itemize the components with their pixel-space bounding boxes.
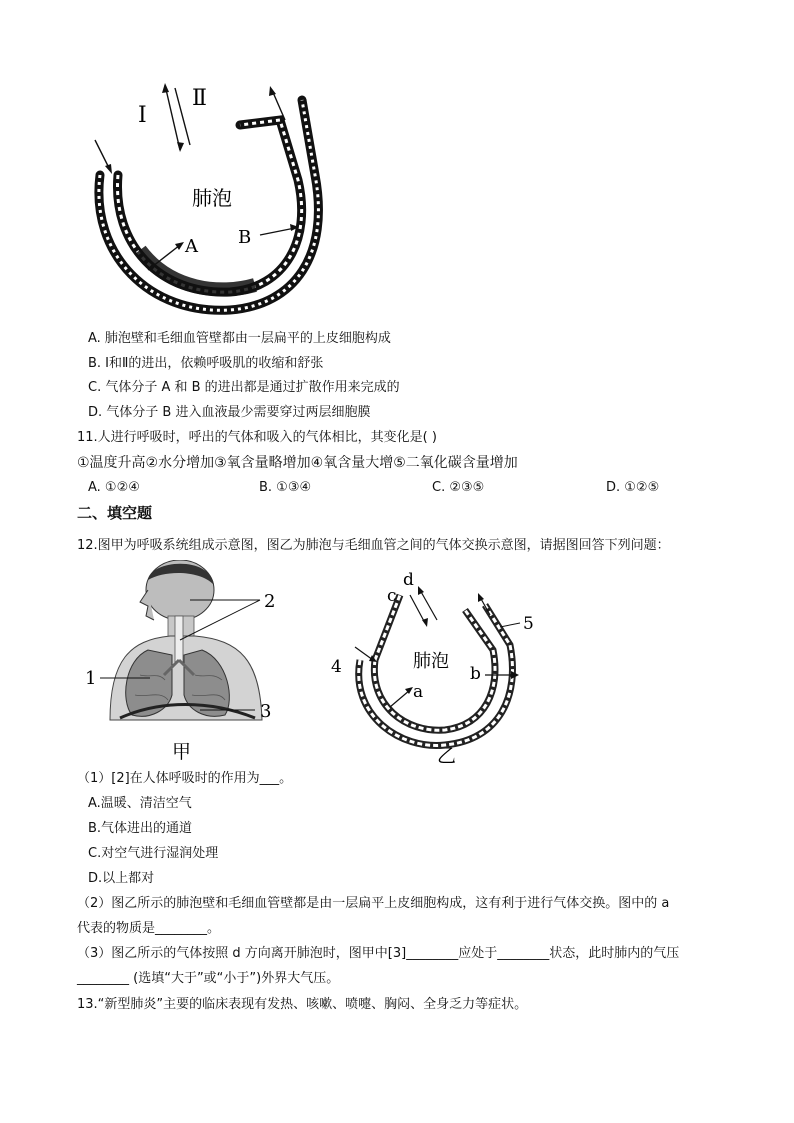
alveolus-label: 肺泡 [192,186,232,210]
label-i: Ⅰ [138,103,147,128]
q11-option-c: C. ②③⑤ [432,480,485,495]
label-1: 1 [85,668,97,689]
q12-sub3-line1: （3）图乙所示的气体按照 d 方向离开肺泡时，图甲中[3]________应处于________状态，此时肺内的气压 [77,946,680,961]
section-heading: 二、填空题 [77,504,153,522]
q12-sub3-line2: ________ (选填“大于”或“小于”)外界大气压。 [77,971,340,986]
q12-sub1-option-c: C.对空气进行湿润处理 [88,846,219,861]
caption-yi: 乙 [437,745,457,767]
label-d: d [403,570,414,590]
label-b: B [238,227,252,248]
label-5: 5 [523,614,534,634]
q10-option-d: D. 气体分子 B 进入血液最少需要穿过两层细胞膜 [88,405,371,420]
q13-stem: 13.“新型肺炎”主要的临床表现有发热、咳嗽、喷嚏、胸闷、全身乏力等症状。 [77,997,528,1012]
q12-stem: 12.图甲为呼吸系统组成示意图，图乙为肺泡与毛细血管之间的气体交换示意图，请据图回答下列问题： [77,538,670,553]
q11-items: ①温度升高②水分增加③氧含量略增加④氧含量大增⑤二氧化碳含量增加 [77,455,518,471]
q11-option-b: B. ①③④ [259,480,312,495]
label-3: 3 [260,701,272,722]
label-b-yi: b [470,664,481,684]
label-a: A [185,236,198,257]
label-4: 4 [331,657,342,677]
q12-sub1-option-d: D.以上都对 [88,871,155,886]
respiratory-system-figure [80,560,300,770]
q10-option-a: A. 肺泡壁和毛细血管壁都由一层扁平的上皮细胞构成 [88,331,391,346]
q12-sub1-option-a: A.温暖、清洁空气 [88,796,192,811]
q11-option-d: D. ①②⑤ [606,480,660,495]
label-c: c [387,586,397,606]
q12-sub2-line2: 代表的物质是________。 [77,921,221,936]
gas-exchange-figure [325,565,555,770]
alveolus-diagram-top [80,80,340,325]
q10-option-c: C. 气体分子 A 和 B 的进出都是通过扩散作用来完成的 [88,380,400,395]
q12-sub1-option-b: B.气体进出的通道 [88,821,193,836]
q12-sub2-line1: （2）图乙所示的肺泡壁和毛细血管壁都是由一层扁平上皮细胞构成，这有利于进行气体交换。图中的 a [77,896,670,911]
caption-jia: 甲 [172,741,192,763]
q12-sub1: （1）[2]在人体呼吸时的作用为___。 [77,771,293,786]
label-2: 2 [264,591,276,612]
q11-option-a: A. ①②④ [88,480,140,495]
label-ii: Ⅱ [192,86,207,111]
label-a-yi: a [413,682,424,702]
alveolus-label-yi: 肺泡 [413,651,449,672]
q10-option-b: B. Ⅰ和Ⅱ的进出，依赖呼吸肌的收缩和舒张 [88,356,324,371]
q11-stem: 11.人进行呼吸时，呼出的气体和吸入的气体相比，其变化是( ) [77,430,437,445]
